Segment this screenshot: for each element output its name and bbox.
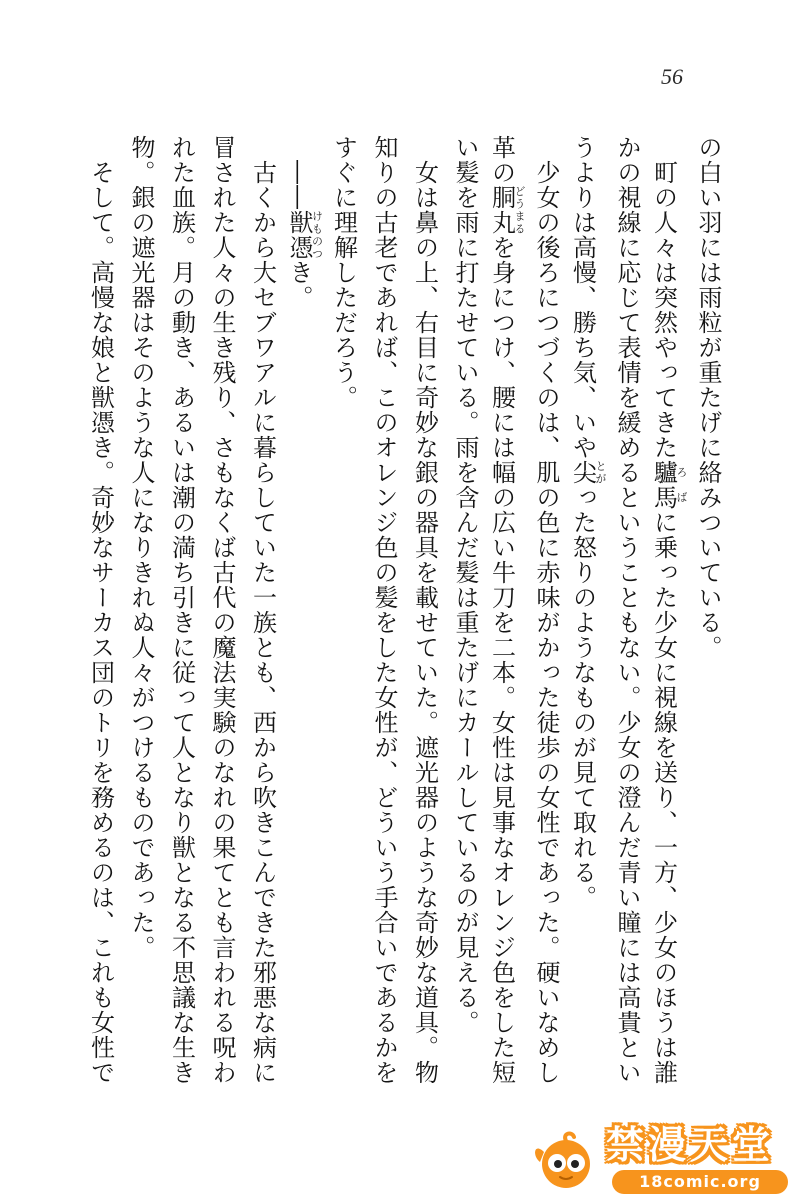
text-segment: 町の人々は突然やってきた [649,160,678,460]
text-line: い髪を雨に打たせている。雨を含んだ髪は重たげにカールしているのが見える。 [451,135,479,1035]
text-segment: った怒りのようなものが見て取れる。 [568,485,597,910]
ruby-word [568,460,607,485]
ruby-reading: けものつ [310,210,324,260]
text-segment: に乗った少女に視線を送り、一方、少女のほうは誰 [649,510,678,1085]
mascot-icon [530,1130,596,1190]
text-segment: を身につけ、腰には幅の広い牛刀を二本。女性は見事なオレンジ色をした短 [487,235,516,1085]
text-segment: き。 [285,260,313,310]
text-line [566,135,607,1095]
text-line: すぐに理解しただろう。 [329,135,358,410]
ruby-base: 胴丸 [487,185,516,235]
text-segment: 革の [487,135,516,185]
ruby-reading: ろば [675,460,688,510]
ruby-word [649,460,688,510]
page-number: 56 [661,64,683,89]
text-line [485,135,526,1095]
text-segment: ―― [285,160,313,210]
ruby-base: 驢馬 [649,460,678,510]
watermark-title: 禁漫天堂 [606,1123,775,1167]
text-line: の白い羽には雨粒が重たげに絡みついている。 [694,135,722,660]
text-segment: うよりは高慢、勝ち気、いや [568,135,597,460]
text-line: 女は鼻の上、右目に奇妙な銀の器具を載せていた。遮光器のような奇妙な道具。物 [410,160,439,1085]
text-line [647,135,688,1095]
text-line: かの視線に応じて表情を緩めるということもない。少女の澄んだ青い瞳には高貴とい [613,135,641,1085]
text-line: 古くから大セブワアルに暮らしていた一族とも、西から吹きこんできた邪悪な病に [248,160,277,1085]
text-line: 少女の後ろにつづくのは、肌の色に赤味がかった徒歩の女性であった。硬いなめし [532,160,560,1085]
ruby-reading: どうまる [513,185,526,235]
ruby-base: 尖 [568,460,597,485]
text-line [283,135,324,1095]
text-line: 冒された人々の生き残り、さもなくば古代の魔法実験のなれの果てとも言われる呪わ [208,135,236,1085]
ruby-reading: とが [594,460,607,485]
text-line: そして。高慢な娘と獣憑き。奇妙なサーカス団のトリを務めるのは、これも女性で [86,160,115,1085]
ruby-word [487,185,526,235]
vertical-text-body [80,135,728,1095]
text-line: れた血族。月の動き、あるいは潮の満ち引きに従って人となり獣となる不思議な生き [167,135,196,1085]
watermark-url: 18comic.org [612,1170,788,1194]
text-line: 知りの古老であれば、このオレンジ色の髪をした女性が、どういう手合いであるかを [370,135,398,1085]
watermark-logo [528,1122,793,1196]
ruby-base: 獣憑 [285,210,313,260]
text-line: 物。銀の遮光器はそのような人になりきれぬ人々がつけるものであった。 [127,135,155,960]
ruby-word [285,210,324,260]
